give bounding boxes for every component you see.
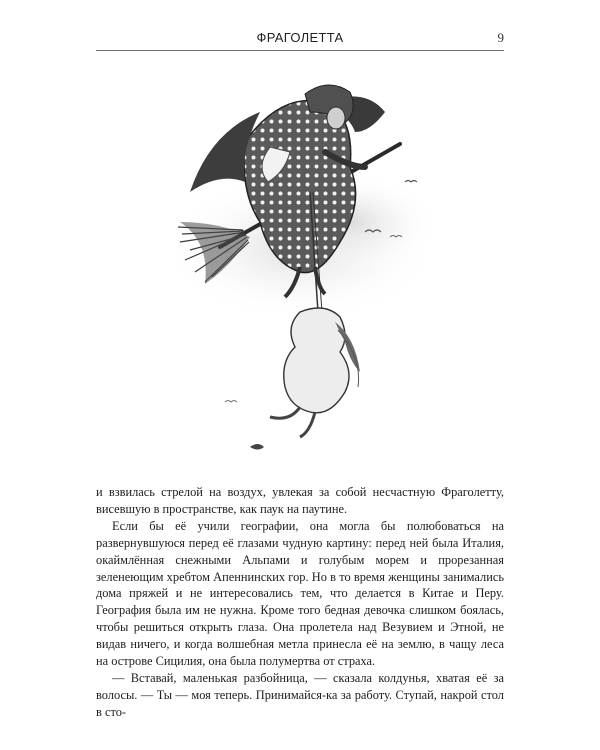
fallen-shoe (250, 444, 264, 450)
body-text (96, 484, 504, 721)
paragraph-3: — Вставай, маленькая разбойница, — сказала колдунья, хватая её за волосы. — Ты — моя теперь. Принимайся-ка за работу. Ступай, накрой стол в сто- (96, 670, 504, 719)
page-number: 9 (497, 30, 504, 45)
paragraph-2: Если бы её учили географии, она могла бы полюбоваться на развернувшуюся перед её глазами чудную картину: перед ней была Италия, окаймлённая снежными Альпами и голубым морем и прорезанная зеленеющим хребтом Апеннинских гор. Но в то время женщины занимались дома пряжей и не интересовались тем, что делается в Китае и Перу. География была им не нужна. Кроме того бедная девочка слишком боялась, чтобы решиться открыть глаза. Она пролетела над Везувием и Этной, не видав ничего, и когда волшебная метла принесла её на землю, в чащу леса на острове Сицилия, она была полумертва от страха. (96, 518, 504, 669)
girl-figure (284, 308, 349, 413)
witch-on-broomstick-illustration (150, 72, 450, 472)
running-title: ФРАГОЛЕТТА (256, 30, 344, 45)
illustration-drawing (150, 72, 450, 472)
running-header (96, 28, 504, 51)
paragraph-1: и взвилась стрелой на воздух, увлекая за собой несчастную Фраголетту, висевшую в пространстве, как паук на паутине. (96, 485, 504, 516)
